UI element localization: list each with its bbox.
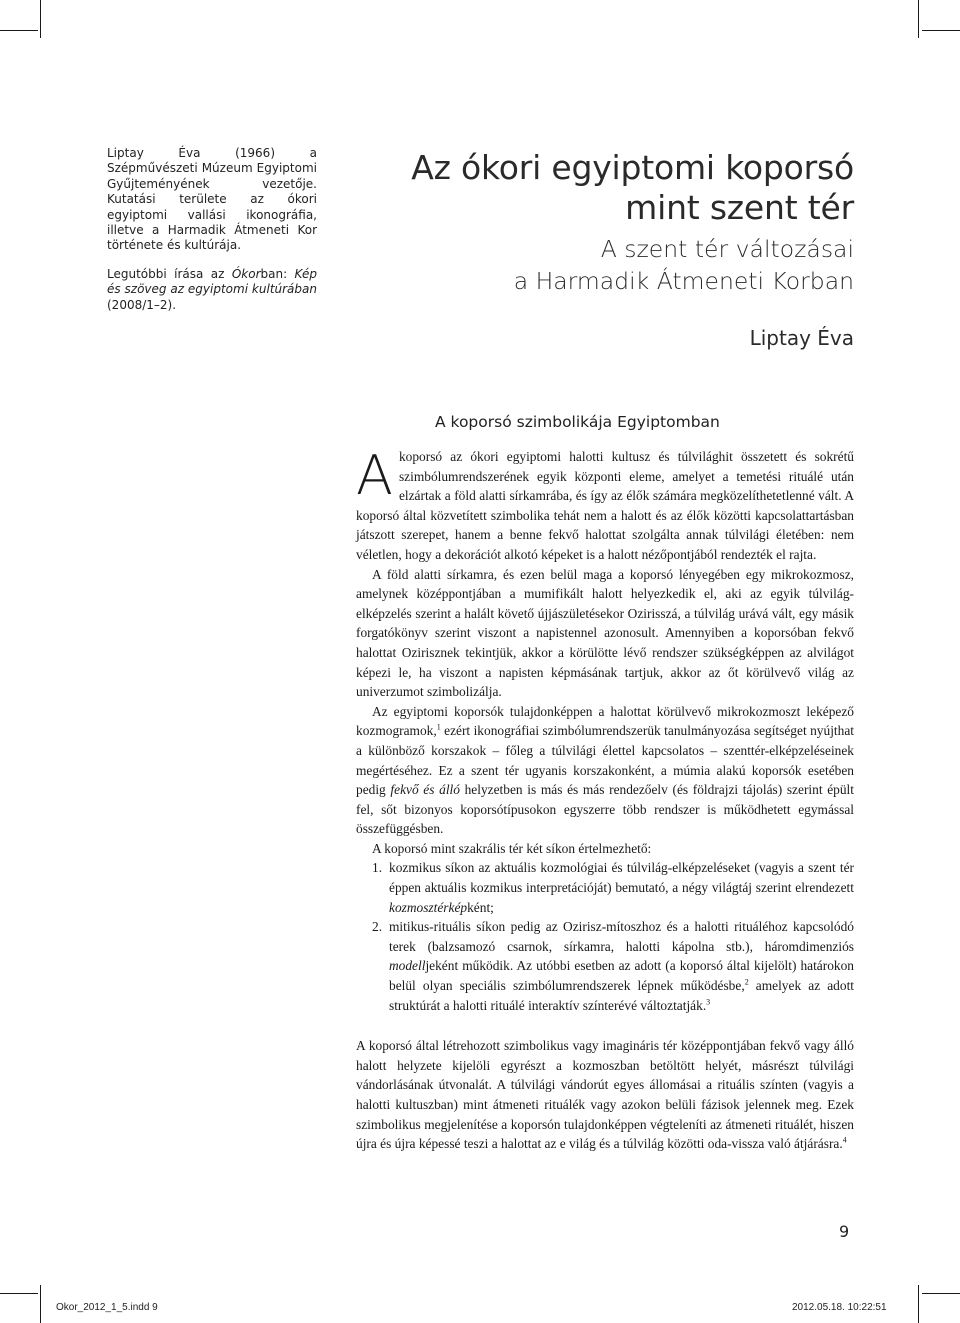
crop-mark <box>0 30 38 31</box>
crop-mark <box>922 1293 960 1294</box>
paragraph: A koporsó az ókori egyiptomi halotti kultusz és túlvilághit összetett és sokrétű szimbólumrendszerének egyik központi eleme, amelyet a temetési rituálé után elzártak a föld alatti sírkamrába, és így az élők számára megközelíthetetlenné vált. A koporsó által közvetített szimbolika tehát nem a halott és az élők közötti kapcsolattartásban játszott szerepet, hanem a benne fekvő halottat szolgálta annak túlvilági életében: nem véletlen, hogy a dekorációt alkotó képeket is a halott nézőpontjából rendezték el rajta. <box>356 444 854 562</box>
paragraph: A koporsó által létrehozott szimbolikus vagy imagináris tér középpontjában fekvő vagy álló halott helyzete kijelöli egyrészt a kozmoszban betöltött helyét, másrészt túlvilági vándorlásának útvonalát. A túlvilági vándorút egyes állomásai a rituális színten (vagyis a halotti kultuszban) mint átmeneti rituálék vagy azokon belüli fázisok jelennek meg. Ezek szimbolikus megjelenítése a koporsón tulajdonképpen végteleníti az átmeneti rituálét, hiszen újra és újra képessé teszi a halottat az e világ és a túlvilág közötti oda-vissza való átjárásra.$^4$ <box>356 1038 854 1152</box>
footnote-ref: 1 <box>436 722 441 732</box>
crop-mark <box>918 0 919 38</box>
list-item: 2. mitikus-rituális síkon pedig az Ozirisz-mítoszhoz és a halotti rituáléhoz kapcsolódó terek (balzsamozó csarnok, sírkamra, halotti kápolna stb.), háromdimenziós modelljeként működik. Az utóbbi esetben az adott (a koporsó által kijelölt) határokon belül olyan speciális szimbólumrendszerek lépnek működésbe,$^2$ amelyek az adott struktúrát a halotti rituálé interaktív színterévé változtatják.$^3$ <box>372 919 855 1013</box>
crop-mark <box>40 0 41 38</box>
paragraph: A koporsó mint szakrális tér két síkon értelmezhető: <box>372 840 652 856</box>
author-note <box>107 146 317 313</box>
paragraph: A föld alatti sírkamra, és ezen belül maga a koporsó lényegében egy mikrokozmosz, amelynek középpontjában a mumifikált halott helyezkedik el, aki az egyik túlvilág-elképzelés szerint a halált követő újjászületésekor Ozirisszá, a túlvilág urává vált, egy másik forgatókönyv szerint viszont a napistennel azonosult. Amennyiben a koporsóban fekvő halottat Ozirisznek tekintjük, akkor a körülötte lévő rendszer szükségképpen az alvilágot képezi le, ha viszont a napisten képmásának tartjuk, akkor az őt körülvevő világ az univerzumot szimbolizálja. <box>356 566 854 700</box>
page-number: 9 <box>839 1222 850 1241</box>
author-bio: Liptay Éva (1966) a Szépművészeti Múzeum Egyiptomi Gyűjteményének vezetője. Kutatási területe az ókori egyiptomi vallási ikonográfia, illetve a Harmadik Átmeneti Kor története és kultúrája. <box>107 146 317 253</box>
footnote-ref: 3 <box>706 997 711 1007</box>
crop-mark <box>922 30 960 31</box>
footnote-ref: 4 <box>842 1135 847 1145</box>
article-body <box>356 444 855 1154</box>
crop-mark <box>0 1293 38 1294</box>
crop-mark <box>40 1285 41 1323</box>
article-title: Az ókori egyiptomi koporsó mint szent tér <box>411 148 854 227</box>
paragraph: Az egyiptomi koporsók tulajdonképpen a halottat körülvevő mikrokozmoszt leképező kozmogramok,$^1$ ezért ikonográfiai szimbólumrendszerük tanulmányozása segítséget nyújthat a különböző korszakok – főleg a túlvilági élettel kapcsolatos – szenttér-elképzeléseinek megértéséhez. Ez a szent tér ugyanis korszakonként, a múmia alakú koporsók esetében pedig fekvő és álló helyzetben is más és más rendezőelv (és földrajzi tájolás) szerint épült fel, sőt bizonyos koporsótípusokon egyszerre több rendszer is működhetett egymással összefüggésben. <box>356 703 854 837</box>
author-name: Liptay Éva <box>749 326 854 350</box>
slug-filename: Okor_2012_1_5.indd 9 <box>56 1302 158 1313</box>
spacer <box>356 1015 854 1036</box>
drop-cap: A <box>356 444 393 507</box>
title-block <box>334 148 854 297</box>
latest-article-note: Legutóbbi írása az Ókorban: Kép és szöveg az egyiptomi kultúrában (2008/1–2). <box>107 266 317 312</box>
slug-timestamp: 2012.05.18. 10:22:51 <box>792 1302 887 1313</box>
footnote-ref: 2 <box>744 977 749 987</box>
list-item: 1. kozmikus síkon az aktuális kozmológiai és túlvilág-elképzeléseket (vagyis a szent tér éppen aktuális kozmikus interpretációját) bemutató, a négy világtáj szerint elrendezett kozmosztérképként; <box>372 860 854 915</box>
numbered-list <box>356 858 854 1015</box>
section-heading: A koporsó szimbolikája Egyiptomban <box>435 413 720 431</box>
article-subtitle: A szent tér változásai a Harmadik Átmeneti Korban <box>513 235 854 295</box>
crop-mark <box>918 1285 919 1323</box>
